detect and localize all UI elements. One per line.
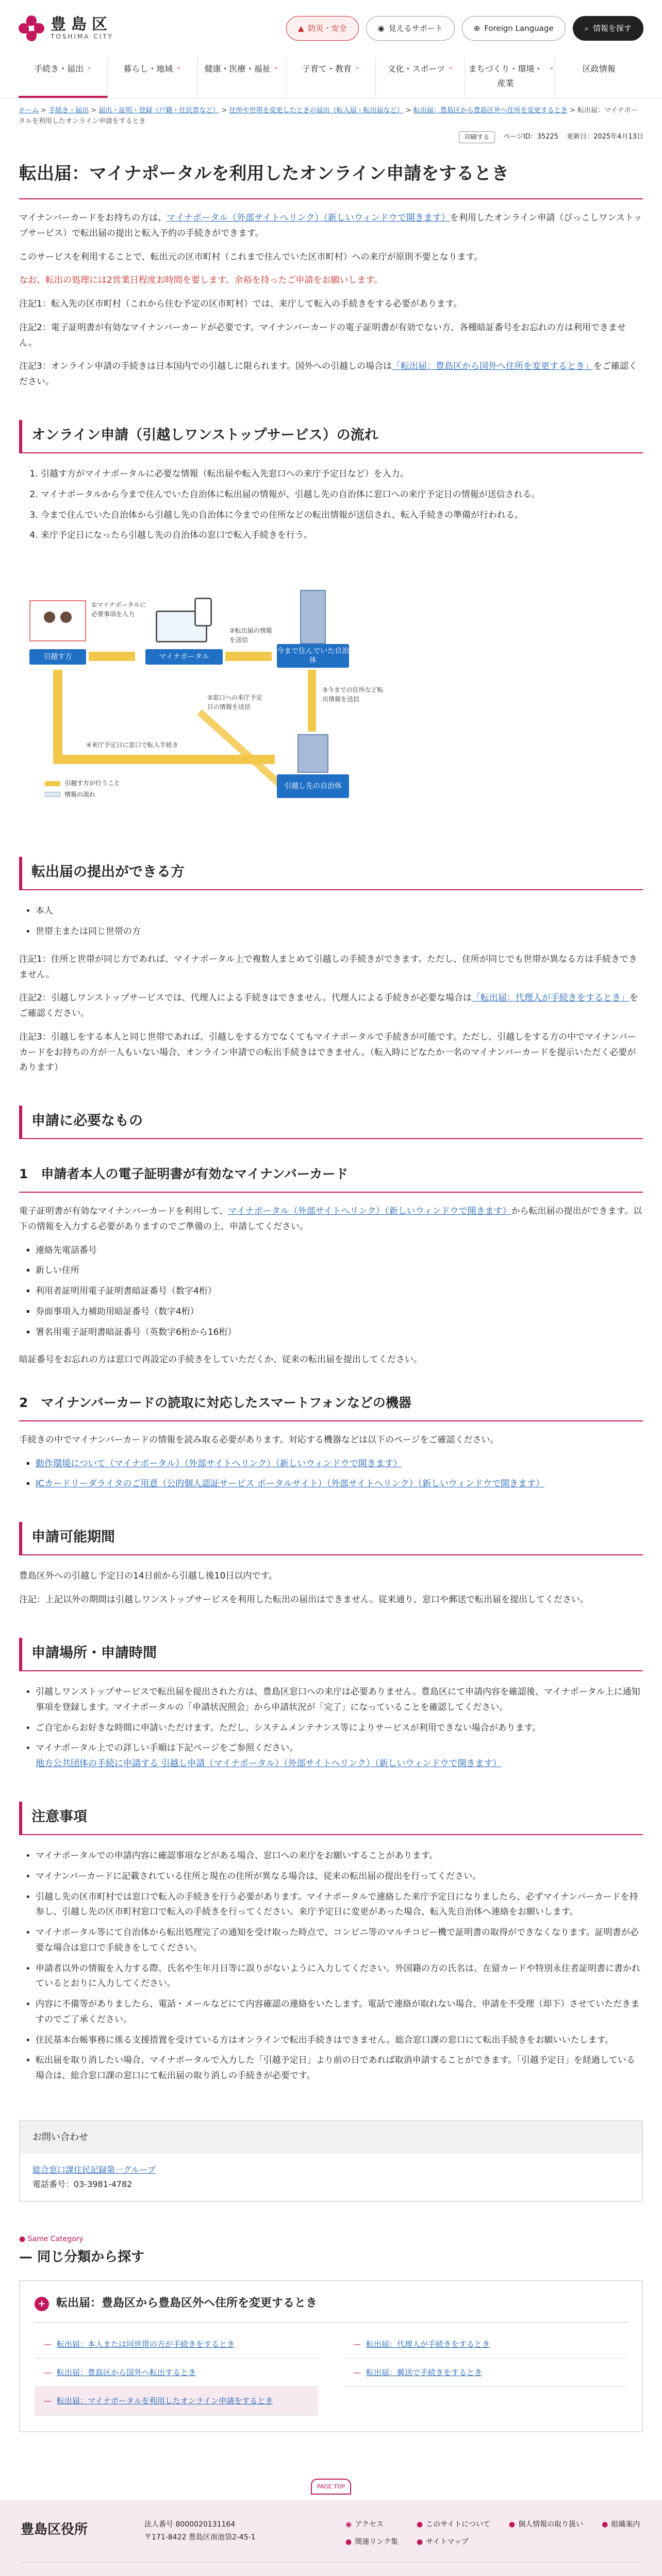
footer-links [345,2518,640,2549]
page-id: ページID：35225 [503,132,559,141]
intro-paragraph: マイナンバーカードをお持ちの方は、マイナポータル（外部サイトへリンク）（新しいウィンドウで開きます）を利用したオンライン申請（びっこしワンストップサービス）で転出届の提出と転入予約の手続きができます。 [19,213,642,239]
overseas-move-link[interactable]: 「転出届：豊島区から国外へ住所を変更するとき」 [391,361,593,372]
arrow-right-icon [53,755,275,764]
logo-name: 豊島区 [51,15,112,34]
site-footer [0,2500,662,2576]
processing-time-notice: なお、転出の処理には2営業日程度お時間を要します。余裕を持ったご申請をお願いします。 [19,275,383,286]
place-list [19,1685,643,1772]
chevron-down-icon: ⌄ [549,63,554,71]
footer-link-privacy[interactable]: ● 個人情報の取り扱い [509,2518,583,2531]
list-item: • 申請者以外の情報を入力する際、氏名や生年月日等に誤りがないように入力してください。外国籍の方の氏名は、在留カードや特別永住者証明書に書かれているとおりに入力してください。 [36,1961,643,1992]
device-links [19,1456,643,1493]
list-item: • マイナンバーカードに記載されている住所と現在の住所が異なる場合は、従来の転出届の提出を行ってください。 [36,1869,643,1885]
box-portal: マイナポータル [145,649,223,665]
same-category-label: ● Same Category [19,2235,84,2244]
footer-link-access[interactable]: ◉ アクセス [345,2518,398,2531]
flow-heading: オンライン申請（引越しワンストップサービス）の流れ [19,420,643,453]
arrow-diagonal-icon [197,709,286,791]
breadcrumb-link[interactable]: 届出・証明・登録（戸籍・住民票など） [98,107,220,114]
list-item: 3. 今まで住んでいた自治体から引越し先の自治体に今までの住所などの転出情報が送信され、転入手続きの準備が行われる。 [41,508,643,523]
period-paragraph: 豊島区外への引越し予定日の14日前から引越し後10日以内です。 [19,1571,277,1582]
list-item: • 住民基本台帳事務に係る支援措置を受けている方はオンラインで転出手続きはできません。総合窓口課の窓口にて転出手続きをお願いいたします。 [36,2033,643,2048]
note-send-info: ③今までの住所など転出情報を送信 [322,686,384,703]
notes-heading: 注意事項 [19,1802,643,1835]
required-heading: 申請に必要なもの [19,1106,643,1139]
list-item: • 引越しワンストップサービスで転出届を提出された方は、豊島区窓口への来庁は必要ありません。豊島区にて申請内容を確認後、マイナポータル上に通知事項を登録します。マイナポータルの「申請状況照会」から申請状況が「完了」になっていることを確認してください。 [36,1685,643,1716]
eligible-heading: 転出届の提出ができる方 [19,857,643,890]
person-icon [44,612,55,623]
footer-link-sitemap[interactable]: ● サイトマップ [417,2536,490,2549]
chevron-down-icon: ⌄ [273,63,279,71]
nav-living[interactable]: 暮らし・地域 ⌄ [108,57,197,98]
nav-government[interactable]: 区政情報 [582,64,616,74]
category-title: 転出届：豊島区から豊島区外へ住所を変更するとき [56,2297,318,2310]
arrow-down-icon [308,670,316,732]
building-icon [297,734,328,773]
nav-procedures[interactable]: 手続き・届出 ⌄ [19,57,108,98]
eye-icon: ◉ [377,23,385,33]
note-input: ①マイナポータルに必要事項を入力 [91,601,146,618]
category-link[interactable]: — 転出届：豊島区から国外へ転出するとき [35,2359,318,2387]
category-link[interactable]: — 転出届：本人または同世帯の方が手続きをするとき [35,2330,318,2359]
intro-paragraph: このサービスを利用することで、転出元の区市町村（これまで住んでいた区市町村）への来庁が原則不要となります。 [19,251,483,262]
map-pin-icon: ◉ [345,2520,352,2529]
chevron-down-icon: ⌄ [87,63,92,71]
category-link[interactable]: — 転出届：郵送で手続きをするとき [344,2359,627,2387]
mynaportal-link[interactable]: マイナポータル（外部サイトへリンク）（新しいウィンドウで開きます） [227,1206,511,1217]
intro-note: 注記1：転入先の区市町村（これから住む予定の区市町村）では、来庁して転入の手続きをする必要があります。 [19,299,462,310]
list-item: • 引越し先の区市町村では窓口で転入の手続きを行う必要があります。マイナポータルで連絡した来庁予定日になりましたら、必ずマイナンバーカードを持参し、引越し先の区市町村窓口で転入の手続きを行ってください。来庁予定日に変更があった場合、転入先自治体へ連絡をお願いします。 [36,1890,643,1921]
site-header [0,0,662,57]
category-link[interactable]: — 転出届：代理人が手続きをするとき [344,2330,627,2359]
safety-button[interactable]: ▲ 防災・安全 [286,16,359,41]
contact-heading: お問い合わせ [20,2121,642,2154]
list-item: • 本人 [36,904,643,919]
eligible-note: 注記3：引越しをする本人と同じ世帯であれば、引越しをする方でなくてもマイナポータルで手続きが可能です。ただし、引越しをする方の中でマイナンバーカードをお持ちの方が一人もいない場合、オンライン申請での転出手続きはできません。（転入時にどなたか一名のマイナンバーカードを提示いただく必要があります） [19,1031,636,1073]
required-sub2: 2 マイナンバーカードの読取に対応したスマートフォンなどの機器 [19,1392,643,1421]
place-heading: 申請場所・申請時間 [19,1638,643,1671]
same-category-title: — 同じ分類から探す [19,2249,145,2265]
list-item: ▪ 署名用電子証明書暗証番号（英数字6桁から16桁） [36,1325,643,1341]
eligible-list [19,904,643,940]
flow-steps [19,467,643,544]
list-item [36,1477,643,1492]
updated-date: 更新日：2025年4月13日 [567,132,643,141]
card-reader-link[interactable]: ICカードリーダライタのご用意（公的個人認証サービス ポータルサイト）（外部サイトへリンク）（新しいウィンドウで開きます） [36,1479,545,1489]
contact-tel: 電話番号：03-3981-4782 [32,2179,133,2190]
footer-org-name: 豊島区役所 [21,2521,88,2537]
warning-icon: ▲ [298,23,304,33]
person-icon [60,612,72,623]
nav-culture[interactable]: 文化・スポーツ ⌄ [376,57,465,98]
required-list [19,1243,643,1341]
breadcrumb-link[interactable]: 転出届：豊島区から豊島区外へ住所を変更するとき [413,107,568,114]
support-button[interactable]: ◉ 見えるサポート [366,16,455,41]
footer-link-about[interactable]: ● このサイトについて [417,2518,490,2531]
footer-link-organization[interactable]: ● 組織案内 [602,2518,640,2531]
note-send-visit: ②窓口への来庁予定日の情報を送信 [207,694,262,711]
globe-icon: ⊕ [473,23,481,33]
bullet-icon: ● [416,2520,423,2529]
list-item: • 内容に不備等がありましたら、電話・メールなどにて内容確認の連絡をいたします。電話で連絡が取れない場合、申請を不受理（却下）させていただきますのでご了承ください。 [36,1997,643,2028]
breadcrumb: ホーム > 手続き・届出 > 届出・証明・登録（戸籍・住民票など） > 住所や世帯を変更したときの届出（転入届・転出届など） > 転出届：豊島区から豊島区外へ住所を変更するとき > 転出届：マイナポータルを利用したオンライン申請をするとき [19,107,638,125]
logo-flower-icon [19,15,44,41]
list-item: • ご自宅からお好きな時間に申請いただけます。ただし、システムメンテナンス等によりサービスが利用できない場合があります。 [36,1721,643,1736]
eligible-note: 注記1：住所と世帯が同じ方であれば、マイナポータル上で複数人まとめて引越しの手続きができます。ただし、住所が同じでも世帯が異なる方は手続きできません。 [19,954,638,980]
bullet-icon: ● [508,2520,516,2529]
required-paragraph: 電子証明書が有効なマイナンバーカードを利用して、マイナポータル（外部サイトへリンク）（新しいウィンドウで開きます）から転出届の提出ができます。以下の情報を入力する必要がありますのでご準備の上、申請してください。 [19,1206,642,1232]
procedure-guide-link[interactable]: 地方公共団体の手続に申請する 引越し申請（マイナポータル）（外部サイトへリンク）（新しいウィンドウで開きます） [36,1758,502,1769]
print-button[interactable]: 印刷する [459,131,495,143]
period-heading: 申請可能期間 [19,1522,643,1555]
note-visit: ④来庁予定日に窓口で転入手続き [86,741,178,749]
list-item: • マイナポータル上での詳しい手順は下記ページをご参照ください。 地方公共団体の手続に申請する 引越し申請（マイナポータル）（外部サイトへリンク）（新しいウィンドウで開きます） [36,1741,643,1772]
house-icon [29,600,86,641]
arrow-right-icon [89,652,135,661]
breadcrumb-current: 転出届：マイナポータルを利用したオンライン申請をするとき [19,107,638,125]
bullet-icon: ● [602,2520,608,2529]
list-item: ▪ 利用者証明用電子証明書暗証番号（数字4桁） [36,1284,643,1299]
list-item: • 転出届を取り消したい場合、マイナポータルで入力した「引越予定日」より前の日であれば取消申請することができます。「引越予定日」を経過している場合は、総合窓口課の窓口にて転出届の取り消しの手続きが必要です。 [36,2053,643,2084]
note-send-moveout: ②転出届の情報を送信 [229,627,272,644]
diagram-legend: 引越す方が行うこと 情報の流れ [45,778,120,800]
language-button[interactable]: ⊕ Foreign Language [462,16,566,41]
contact-box [19,2120,643,2202]
logo-name-en: TOSHIMA CITY [51,33,113,41]
page-meta [0,129,662,143]
breadcrumb-link[interactable]: ホーム [19,107,39,114]
notes-list [19,1849,643,2084]
nav-health[interactable]: 健康・医療・福祉 ⌄ [197,57,287,98]
phone-icon [194,598,212,626]
building-icon [300,590,326,644]
global-nav [0,57,662,98]
intro-note: 注記2：電子証明書が有効なマイナンバーカードが必要です。マイナンバーカードの電子証明書が有効でない方、各種暗証番号をお忘れの方は利用できません。 [19,322,626,348]
mynaportal-link[interactable]: マイナポータル（外部サイトへリンク）（新しいウィンドウで開きます） [167,213,450,224]
list-item [36,1456,643,1472]
chevron-down-icon: ⌄ [448,63,453,71]
same-category-box [19,2280,643,2432]
box-next-municipality: 引越し先の自治体 [277,774,349,798]
list-item: ▪ 新しい住所 [36,1263,643,1279]
proxy-link[interactable]: 「転出届：代理人が手続きをするとき」 [471,993,630,1004]
required-note: 暗証番号をお忘れの方は窓口で再設定の手続きをしていただくか、従来の転出届を提出してください。 [19,1354,422,1365]
list-item: • マイナポータルでの申請内容に確認事項などがある場合、窓口への来庁をお願いすることがあります。 [36,1849,643,1864]
nav-town[interactable]: まちづくり・環境・産業 ⌄ [465,57,554,98]
arrow-right-icon [225,652,272,661]
page-top-button[interactable]: PAGE TOP [0,2479,662,2495]
box-previous-municipality: 今まで住んでいた自治体 [277,644,349,668]
address: 〒171-8422 豊島区南池袋2-45-1 [144,2533,256,2542]
bullet-icon: ● [416,2538,423,2547]
category-link-current[interactable]: — 転出届：マイナポータルを利用したオンライン申請をするとき [35,2387,318,2415]
required-sub1: 1 申請者本人の電子証明書が有効なマイナンバーカード [19,1163,643,1193]
search-icon: ⌕ [584,23,589,33]
page-title: 転出届：マイナポータルを利用したオンライン申請をするとき [19,143,643,200]
site-logo[interactable] [19,15,113,41]
bullet-icon: ● [345,2538,352,2547]
flow-diagram [29,580,473,827]
chevron-down-icon: ⌄ [176,63,181,71]
list-item: 4. 来庁予定日になったら引越し先の自治体の窓口で転入手続きを行う。 [41,528,643,544]
required-paragraph: 手続きの中でマイナンバーカードの情報を読み取る必要があります。対応する機器などは以下のページをご確認ください。 [19,1434,499,1445]
breadcrumb-link[interactable]: 手続き・届出 [48,107,89,114]
list-item: 2. マイナポータルから今まで住んでいた自治体に転出届の情報が、引越し先の自治体に窓口への来庁予定日の情報が送信される。 [41,487,643,503]
search-button[interactable]: ⌕ 情報を探す [573,16,643,41]
corp-number: 法人番号 8000020131164 [144,2520,236,2529]
period-note: 注記：上記以外の期間は引越しワンストップサービスを利用した転出の届出はできません。従来通り、窓口や郵送で転出届を提出してください。 [19,1595,589,1605]
chevron-down-icon: ⌄ [354,63,360,71]
box-mover: 引越す方 [29,649,86,665]
nav-childcare[interactable]: 子育て・教育 ⌄ [287,57,376,98]
main-content [19,143,643,2432]
intro-note: 注記3：オンライン申請の手続きは日本国内での引越しに限られます。国外への引越しの場合は「転出届：豊島区から国外へ住所を変更するとき」をご確認ください。 [19,361,637,387]
environment-link[interactable]: 動作環境について（マイナポータル）（外部サイトへリンク）（新しいウィンドウで開きます） [36,1458,402,1469]
department-link[interactable]: 総合窓口課住民記録第一グループ [32,2165,156,2175]
list-item: 1. 引越す方がマイナポータルに必要な情報（転出届や転入先窓口への来庁予定日など）を入力。 [41,467,643,482]
plus-circle-icon: + [35,2297,49,2311]
list-item: • マイナポータル等にて自治体から転出処理完了の通知を受け取った時点で、コンビニ等のマルチコピー機で証明書の取得ができなくなります。証明書が必要な場合は窓口で手続きをしてください。 [36,1925,643,1956]
footer-link-related[interactable]: ● 関連リンク集 [345,2536,398,2549]
call-center [21,2563,641,2576]
eligible-note: 注記2：引越しワンストップサービスでは、代理人による手続きはできません。代理人による手続きが必要な場合は「転出届：代理人が手続きをするとき」をご確認ください。 [19,993,638,1019]
list-item: • 世帯主または同じ世帯の方 [36,924,643,940]
arrow-down-icon [53,670,62,762]
list-item: ▪ 連絡先電話番号 [36,1243,643,1259]
breadcrumb-link[interactable]: 住所や世帯を変更したときの届出（転入届・転出届など） [229,107,404,114]
list-item: ▪ 券面事項入力補助用暗証番号（数字4桁） [36,1304,643,1320]
